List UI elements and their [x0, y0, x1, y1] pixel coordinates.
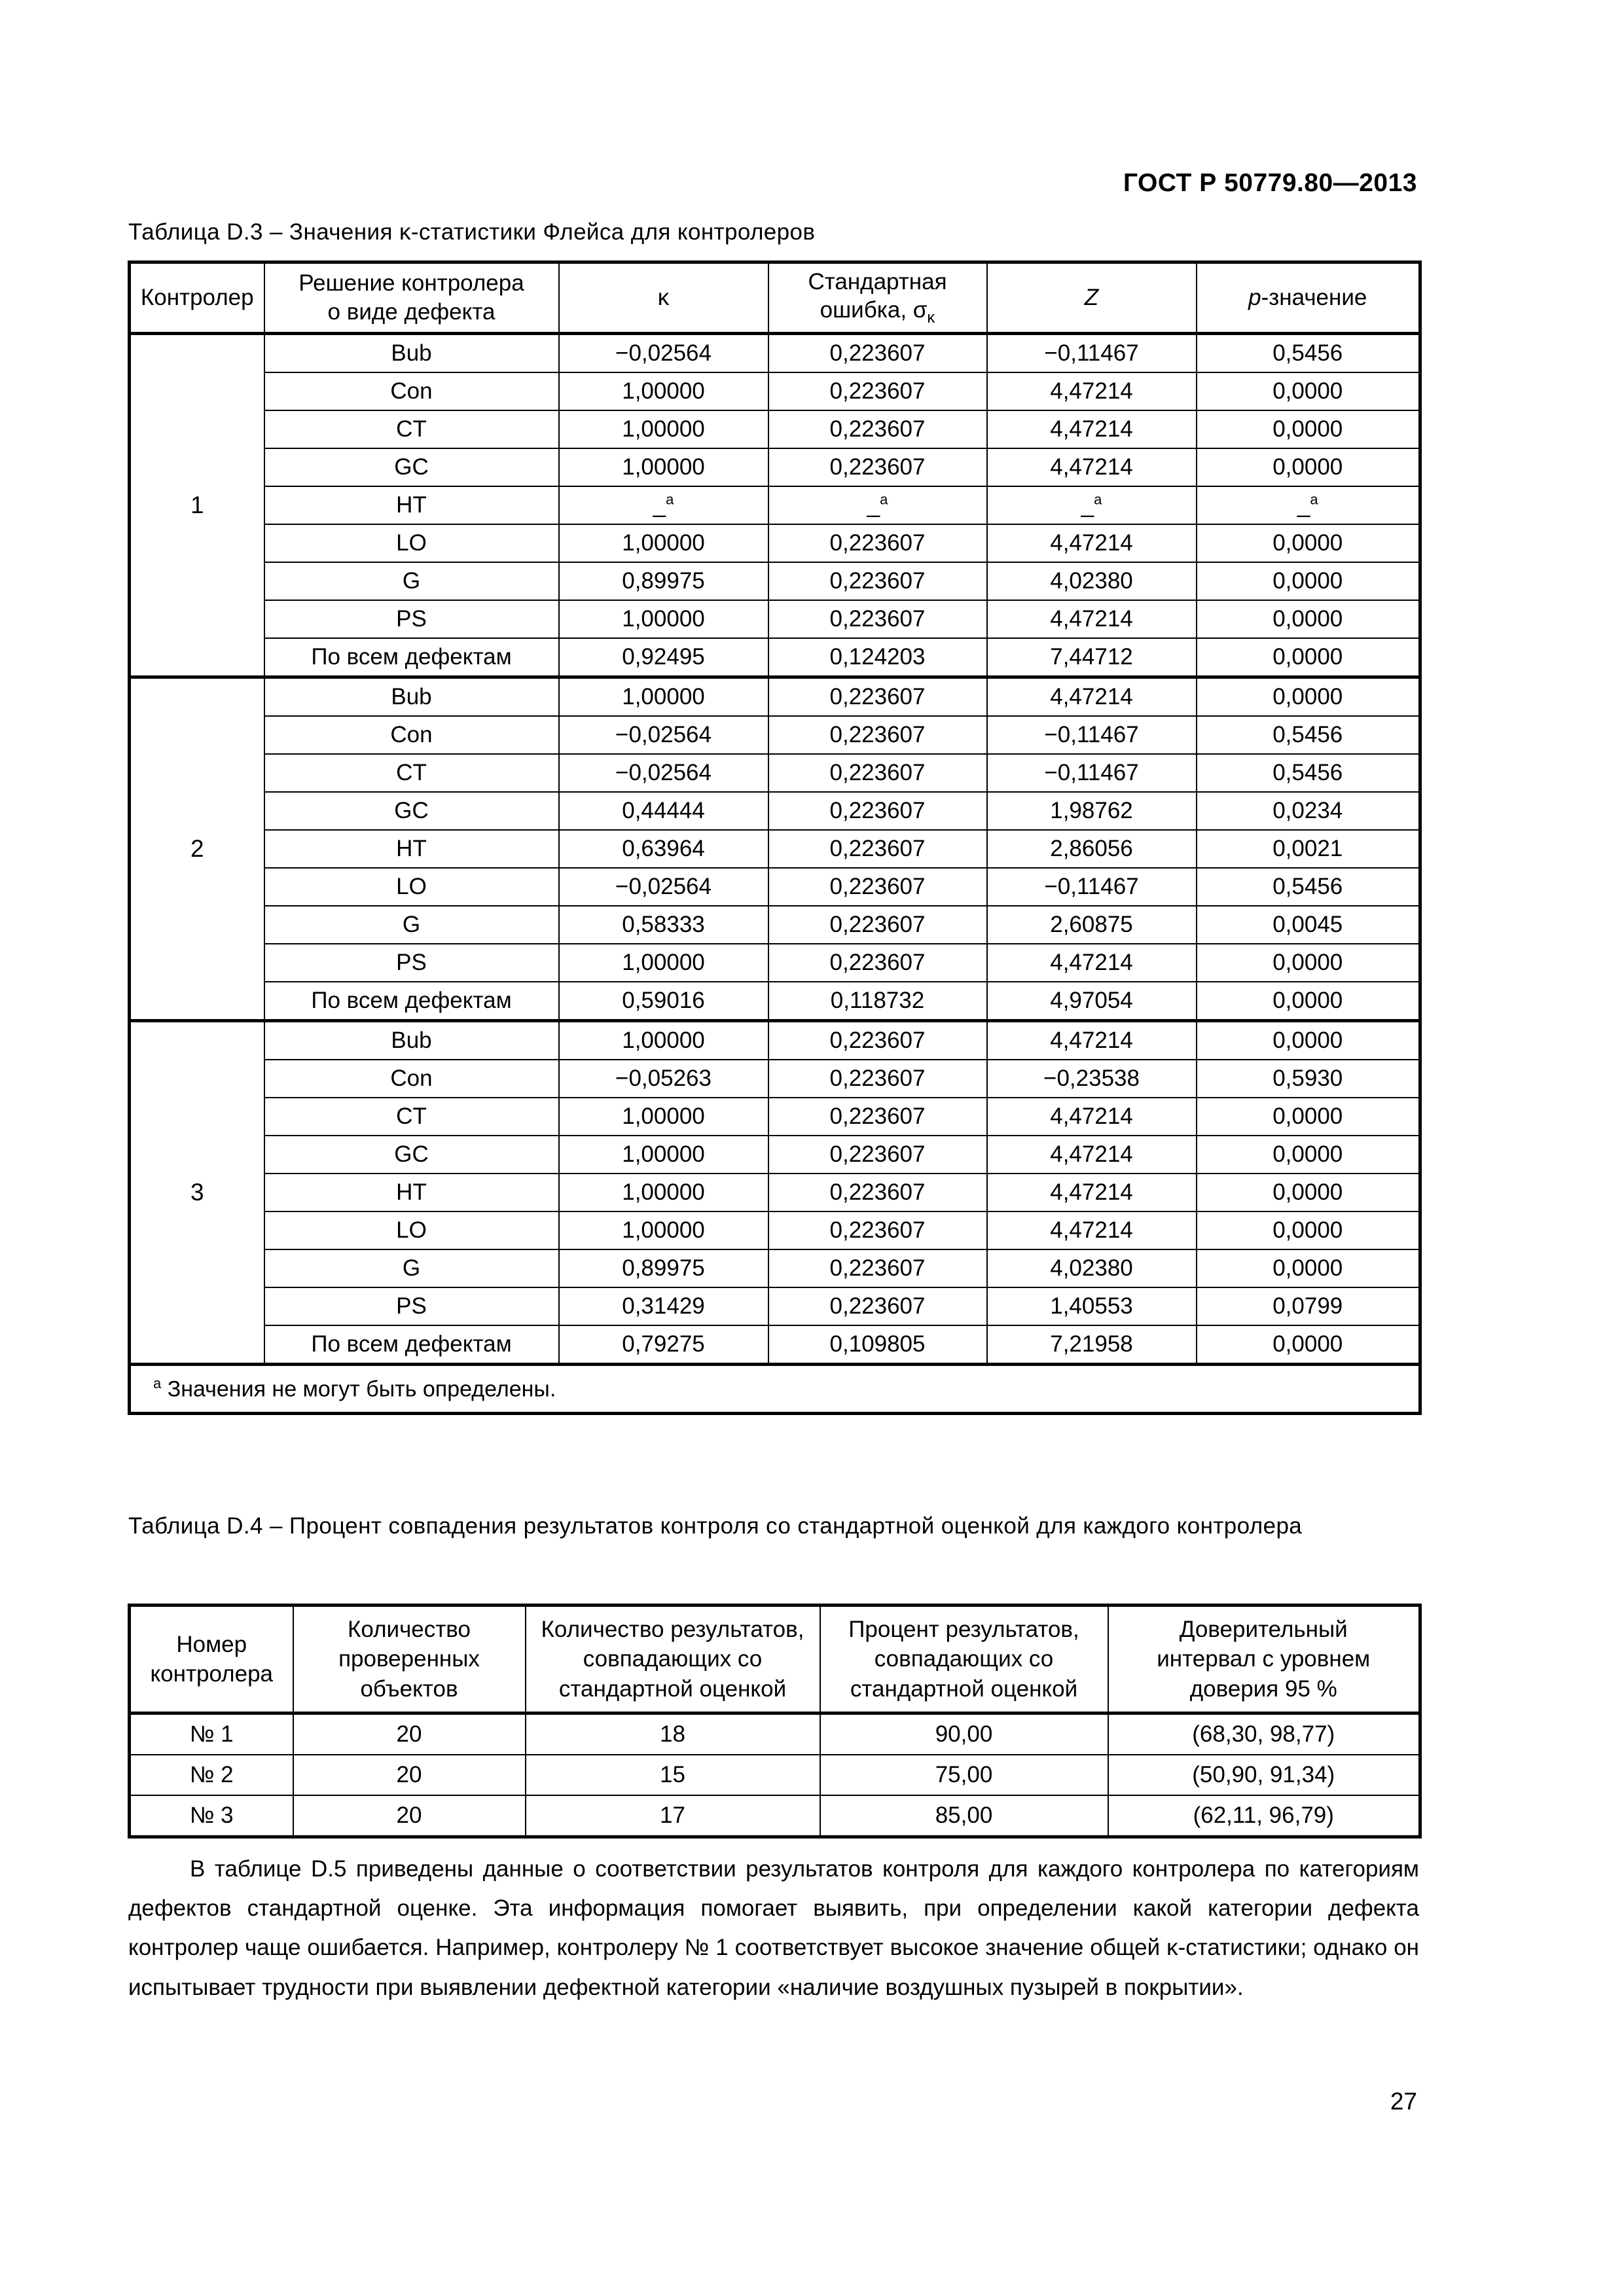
table-row: [130, 1325, 1420, 1365]
col-header-confidence-interval: Доверительный интервал с уровнем доверия 95 %: [1108, 1605, 1420, 1713]
col-header-p-value: p-значение: [1197, 262, 1420, 334]
cell-z: 2,86056: [987, 830, 1197, 868]
table-d3-header-row: [130, 262, 1420, 334]
cell-p-value: 0,0000: [1197, 1021, 1420, 1060]
cell-z: 2,60875: [987, 906, 1197, 944]
cell-standard-error: 0,223607: [768, 754, 987, 792]
cell-p-value: 0,0000: [1197, 410, 1420, 448]
cell-kappa: 1,00000: [559, 1211, 768, 1249]
cell-kappa: −0,05263: [559, 1060, 768, 1098]
cell-kappa: 1,00000: [559, 1174, 768, 1211]
cell-standard-error: 0,223607: [768, 1098, 987, 1136]
cell-defect-type: PS: [264, 944, 559, 982]
page-header-standard-number: ГОСТ Р 50779.80—2013: [1123, 169, 1417, 197]
cell-z: _$^a$: [987, 486, 1197, 524]
cell-z: 4,02380: [987, 562, 1197, 600]
cell-kappa: 0,79275: [559, 1325, 768, 1365]
cell-z: −0,11467: [987, 754, 1197, 792]
table-row: [130, 1060, 1420, 1098]
cell-kappa: 1,00000: [559, 448, 768, 486]
cell-standard-error: 0,223607: [768, 1211, 987, 1249]
table-row: [130, 1136, 1420, 1174]
cell-defect-type: Con: [264, 1060, 559, 1098]
cell-checked-count: 20: [293, 1755, 526, 1795]
cell-p-value: 0,5456: [1197, 868, 1420, 906]
cell-standard-error: 0,223607: [768, 410, 987, 448]
cell-defect-type: Bub: [264, 334, 559, 373]
cell-p-value: 0,0000: [1197, 1136, 1420, 1174]
table-d3-footnote: $^a$ Значения не могут быть определены.: [130, 1365, 1420, 1414]
table-d4-header-row: [130, 1605, 1420, 1713]
cell-p-value: 0,0045: [1197, 906, 1420, 944]
table-row: [130, 1713, 1420, 1755]
cell-z: 4,47214: [987, 1136, 1197, 1174]
cell-p-value: 0,0000: [1197, 1249, 1420, 1287]
cell-defect-type: PS: [264, 600, 559, 638]
table-row: [130, 638, 1420, 677]
cell-standard-error: 0,223607: [768, 1174, 987, 1211]
cell-defect-type: Con: [264, 372, 559, 410]
table-row: [130, 334, 1420, 373]
cell-z: −0,11467: [987, 868, 1197, 906]
cell-kappa: 1,00000: [559, 944, 768, 982]
cell-p-value: 0,0000: [1197, 1174, 1420, 1211]
cell-z: 4,47214: [987, 1021, 1197, 1060]
table-row: [130, 944, 1420, 982]
cell-p-value: 0,5456: [1197, 754, 1420, 792]
cell-standard-error: 0,223607: [768, 1249, 987, 1287]
cell-z: 4,47214: [987, 1211, 1197, 1249]
cell-confidence-interval: (68,30, 98,77): [1108, 1713, 1420, 1755]
body-paragraph: В таблице D.5 приведены данные о соответствии результатов контроля для каждого контролера по категориям дефектов стандартной оценке. Эта информация помогает выявить, при определении какой категории дефекта контролер чаще ошибается. Например, контролеру № 1 соответствует высокое значение общей κ-статистики; однако он испытывает трудности при выявлении дефектной категории «наличие воздушных пузырей в покрытии».: [128, 1856, 1419, 2000]
table-row: [130, 830, 1420, 868]
table-d3-caption: Таблица D.3 – Значения κ-статистики Флейса для контролеров: [128, 219, 816, 245]
cell-defect-type: LO: [264, 868, 559, 906]
cell-p-value: 0,0000: [1197, 600, 1420, 638]
cell-kappa: 1,00000: [559, 1098, 768, 1136]
cell-controller-number: 3: [130, 1021, 264, 1365]
col-header-defect-decision: Решение контролера о виде дефекта: [264, 262, 559, 334]
table-row: [130, 1098, 1420, 1136]
cell-p-value: 0,0000: [1197, 562, 1420, 600]
table-row: [130, 716, 1420, 754]
col-header-matching-count: Количество результатов, совпадающих со стандартной оценкой: [526, 1605, 820, 1713]
col-header-controller-number: Номер контролера: [130, 1605, 293, 1713]
cell-matching-count: 15: [526, 1755, 820, 1795]
cell-kappa: 0,31429: [559, 1287, 768, 1325]
table-row: [130, 1249, 1420, 1287]
table-row: [130, 906, 1420, 944]
cell-controller-number: 2: [130, 677, 264, 1021]
cell-kappa: 0,58333: [559, 906, 768, 944]
cell-controller-number: № 2: [130, 1755, 293, 1795]
table-row: [130, 868, 1420, 906]
cell-standard-error: 0,223607: [768, 906, 987, 944]
cell-z: 4,47214: [987, 372, 1197, 410]
cell-controller-number: 1: [130, 334, 264, 677]
cell-kappa: 1,00000: [559, 677, 768, 717]
cell-standard-error: 0,223607: [768, 334, 987, 373]
cell-controller-number: № 1: [130, 1713, 293, 1755]
cell-standard-error: 0,223607: [768, 448, 987, 486]
cell-defect-type: Bub: [264, 677, 559, 717]
cell-z: 4,47214: [987, 944, 1197, 982]
cell-defect-type: LO: [264, 524, 559, 562]
cell-standard-error: 0,223607: [768, 868, 987, 906]
table-row: [130, 1287, 1420, 1325]
cell-standard-error: 0,223607: [768, 830, 987, 868]
cell-p-value: 0,5930: [1197, 1060, 1420, 1098]
cell-defect-type: HT: [264, 1174, 559, 1211]
cell-kappa: 0,92495: [559, 638, 768, 677]
cell-defect-type: Con: [264, 716, 559, 754]
cell-p-value: 0,0799: [1197, 1287, 1420, 1325]
cell-p-value: 0,0000: [1197, 372, 1420, 410]
cell-z: 4,47214: [987, 1098, 1197, 1136]
cell-p-value: 0,0000: [1197, 1098, 1420, 1136]
cell-z: 1,40553: [987, 1287, 1197, 1325]
cell-kappa: 1,00000: [559, 1021, 768, 1060]
cell-z: 4,47214: [987, 448, 1197, 486]
table-d3-footnote-row: [130, 1365, 1420, 1414]
col-header-standard-error: Стандартная ошибка, $\sigma_\kappa$: [768, 262, 987, 334]
cell-kappa: 0,89975: [559, 1249, 768, 1287]
table-row: [130, 372, 1420, 410]
table-d4-caption: Таблица D.4 – Процент совпадения результатов контроля со стандартной оценкой для каждого контролера: [128, 1513, 1303, 1539]
cell-p-value: 0,0000: [1197, 1325, 1420, 1365]
cell-defect-type: G: [264, 906, 559, 944]
cell-matching-percent: 90,00: [820, 1713, 1108, 1755]
cell-kappa: 0,63964: [559, 830, 768, 868]
cell-kappa: 1,00000: [559, 410, 768, 448]
cell-p-value: 0,0000: [1197, 1211, 1420, 1249]
table-d4: [128, 1604, 1422, 1839]
cell-z: 4,47214: [987, 410, 1197, 448]
cell-standard-error: 0,223607: [768, 792, 987, 830]
cell-kappa: 0,44444: [559, 792, 768, 830]
cell-p-value: 0,5456: [1197, 334, 1420, 373]
cell-kappa: 1,00000: [559, 524, 768, 562]
cell-z: −0,11467: [987, 716, 1197, 754]
cell-standard-error: 0,124203: [768, 638, 987, 677]
cell-p-value: 0,0000: [1197, 448, 1420, 486]
cell-z: 4,47214: [987, 600, 1197, 638]
cell-standard-error: 0,223607: [768, 1287, 987, 1325]
cell-z: 4,47214: [987, 677, 1197, 717]
cell-defect-type: Bub: [264, 1021, 559, 1060]
col-header-controller: Контролер: [130, 262, 264, 334]
cell-standard-error: 0,223607: [768, 600, 987, 638]
cell-matching-percent: 85,00: [820, 1795, 1108, 1837]
cell-defect-type: По всем дефектам: [264, 1325, 559, 1365]
cell-standard-error: 0,223607: [768, 677, 987, 717]
cell-matching-percent: 75,00: [820, 1755, 1108, 1795]
cell-defect-type: По всем дефектам: [264, 982, 559, 1021]
table-row: [130, 1174, 1420, 1211]
cell-controller-number: № 3: [130, 1795, 293, 1837]
table-row: [130, 524, 1420, 562]
table-row: [130, 982, 1420, 1021]
cell-matching-count: 17: [526, 1795, 820, 1837]
cell-z: 4,47214: [987, 524, 1197, 562]
cell-standard-error: 0,109805: [768, 1325, 987, 1365]
cell-p-value: 0,0000: [1197, 524, 1420, 562]
table-row: [130, 1755, 1420, 1795]
table-row: [130, 600, 1420, 638]
table-row: [130, 754, 1420, 792]
cell-standard-error: 0,223607: [768, 524, 987, 562]
cell-standard-error: _$^a$: [768, 486, 987, 524]
cell-matching-count: 18: [526, 1713, 820, 1755]
cell-defect-type: HT: [264, 830, 559, 868]
table-d3: [128, 260, 1422, 1415]
table-row: [130, 1211, 1420, 1249]
cell-p-value: 0,0234: [1197, 792, 1420, 830]
cell-standard-error: 0,223607: [768, 944, 987, 982]
table-row: [130, 486, 1420, 524]
table-row: [130, 1021, 1420, 1060]
cell-kappa: 1,00000: [559, 600, 768, 638]
col-header-z: Z: [987, 262, 1197, 334]
cell-z: 7,44712: [987, 638, 1197, 677]
cell-kappa: 0,89975: [559, 562, 768, 600]
cell-kappa: 0,59016: [559, 982, 768, 1021]
table-row: [130, 677, 1420, 717]
cell-defect-type: PS: [264, 1287, 559, 1325]
cell-z: −0,23538: [987, 1060, 1197, 1098]
cell-kappa: −0,02564: [559, 868, 768, 906]
cell-defect-type: G: [264, 1249, 559, 1287]
cell-kappa: _$^a$: [559, 486, 768, 524]
cell-defect-type: LO: [264, 1211, 559, 1249]
cell-defect-type: HT: [264, 486, 559, 524]
cell-p-value: 0,0000: [1197, 677, 1420, 717]
col-header-checked-count: Количество проверенных объектов: [293, 1605, 526, 1713]
table-row: [130, 562, 1420, 600]
cell-checked-count: 20: [293, 1713, 526, 1755]
cell-defect-type: CT: [264, 410, 559, 448]
cell-confidence-interval: (50,90, 91,34): [1108, 1755, 1420, 1795]
table-row: [130, 1795, 1420, 1837]
cell-checked-count: 20: [293, 1795, 526, 1837]
cell-p-value: 0,0021: [1197, 830, 1420, 868]
cell-confidence-interval: (62,11, 96,79): [1108, 1795, 1420, 1837]
cell-p-value: 0,5456: [1197, 716, 1420, 754]
cell-kappa: 1,00000: [559, 1136, 768, 1174]
page-number: 27: [1390, 2088, 1417, 2115]
cell-standard-error: 0,223607: [768, 1060, 987, 1098]
table-row: [130, 792, 1420, 830]
cell-defect-type: GC: [264, 1136, 559, 1174]
cell-p-value: 0,0000: [1197, 638, 1420, 677]
cell-standard-error: 0,118732: [768, 982, 987, 1021]
cell-kappa: −0,02564: [559, 716, 768, 754]
cell-defect-type: G: [264, 562, 559, 600]
cell-z: 4,02380: [987, 1249, 1197, 1287]
cell-z: 4,47214: [987, 1174, 1197, 1211]
cell-p-value: 0,0000: [1197, 982, 1420, 1021]
cell-defect-type: По всем дефектам: [264, 638, 559, 677]
cell-z: 1,98762: [987, 792, 1197, 830]
cell-defect-type: CT: [264, 1098, 559, 1136]
cell-z: −0,11467: [987, 334, 1197, 373]
cell-kappa: 1,00000: [559, 372, 768, 410]
cell-p-value: _$^a$: [1197, 486, 1420, 524]
cell-standard-error: 0,223607: [768, 716, 987, 754]
cell-defect-type: CT: [264, 754, 559, 792]
cell-standard-error: 0,223607: [768, 562, 987, 600]
cell-standard-error: 0,223607: [768, 1136, 987, 1174]
cell-kappa: −0,02564: [559, 334, 768, 373]
cell-standard-error: 0,223607: [768, 1021, 987, 1060]
cell-defect-type: GC: [264, 448, 559, 486]
cell-p-value: 0,0000: [1197, 944, 1420, 982]
table-row: [130, 410, 1420, 448]
cell-z: 4,97054: [987, 982, 1197, 1021]
col-header-kappa: κ: [559, 262, 768, 334]
cell-standard-error: 0,223607: [768, 372, 987, 410]
cell-z: 7,21958: [987, 1325, 1197, 1365]
table-row: [130, 448, 1420, 486]
cell-kappa: −0,02564: [559, 754, 768, 792]
cell-defect-type: GC: [264, 792, 559, 830]
col-header-matching-percent: Процент результатов, совпадающих со стандартной оценкой: [820, 1605, 1108, 1713]
